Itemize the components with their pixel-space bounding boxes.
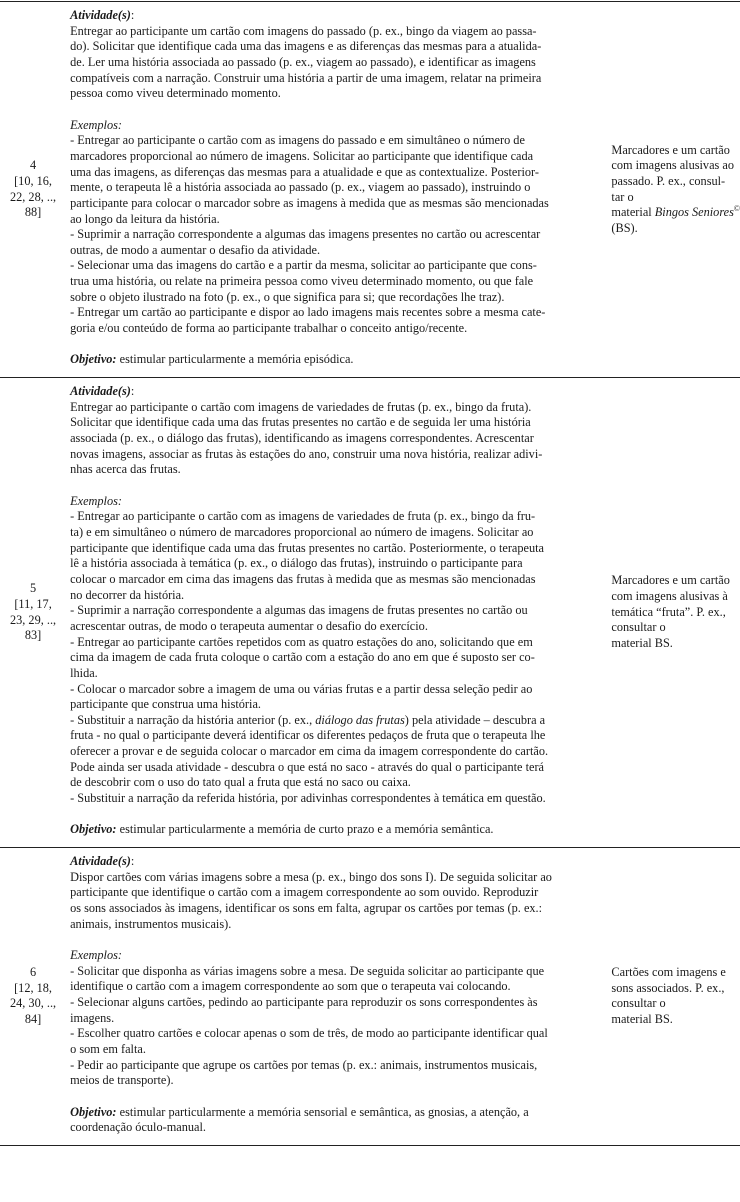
spacer — [70, 932, 601, 948]
example-text-line: no decorrer da história. — [70, 587, 185, 602]
example-text-line: - Entregar um cartão ao participante e dispor ao lado imagens mais recentes sobre a mesma cate- — [70, 305, 546, 320]
session-number: 4 — [29, 158, 37, 173]
session-refs: 22, 28, .., — [9, 189, 57, 204]
resources-line — [611, 158, 740, 174]
resources-text: consultar o — [611, 620, 666, 635]
session-number-cell — [0, 378, 66, 848]
resources-cell — [605, 2, 740, 378]
activity-content-cell — [66, 378, 605, 848]
resources-text: sons associados. P. ex., — [611, 980, 725, 995]
example-text-line: fruta - no qual o participante deverá identificar os diferentes pedaços de fruta que o terapeuta lhe — [70, 728, 546, 743]
example-text-line: lê a história associada à temática (p. ex., o diálogo das frutas), instruindo o participante para — [70, 556, 523, 571]
activities-text-line: participante que identifique o cartão com a imagem correspondente ao som ouvido. Reproduzir — [70, 885, 539, 900]
example-text-line: - Entregar ao participante o cartão com as imagens do passado e em simultâneo o número de — [70, 133, 525, 148]
examples-label: Exemplos: — [70, 117, 122, 132]
example-text-line: participante que identifique cada uma das frutas presentes no cartão. Posteriormente, o terapeuta — [70, 540, 545, 555]
example-text-line: - Suprimir a narração correspondente a algumas das imagens de frutas presentes no cartão ou — [70, 603, 528, 618]
resources-text: Marcadores e um cartão — [611, 142, 730, 157]
objective-text: coordenação óculo-manual. — [70, 1120, 206, 1135]
activities-text-line: do). Solicitar que identifique cada uma das imagens e as diferenças das mesmas para a atualida- — [70, 39, 542, 54]
objective-text: estimular particularmente a memória de curto prazo e a memória semântica. — [116, 822, 494, 837]
resources-line — [611, 589, 740, 605]
objective-line — [70, 822, 601, 838]
objective-text: estimular particularmente a memória episódica. — [116, 352, 354, 367]
example-text-line: lhida. — [70, 665, 98, 680]
activities-text-line: Entregar ao participante o cartão com imagens de variedades de frutas (p. ex., bingo da fruta). — [70, 399, 532, 414]
examples-label: Exemplos: — [70, 947, 122, 962]
resources-line — [611, 143, 740, 159]
example-text-line: trua uma história, ou relate na primeira pessoa como viveu determinado momento, ou que fale — [70, 274, 534, 289]
spacer — [70, 337, 601, 353]
resources-line — [611, 981, 740, 997]
spacer — [70, 478, 601, 494]
example-text-line: - Escolher quatro cartões e colocar apenas o som de três, de modo ao participante identificar qual — [70, 1026, 548, 1041]
spacer — [70, 1089, 601, 1105]
objective-label: Objetivo: — [70, 822, 117, 837]
session-number: 5 — [29, 581, 37, 596]
resources-text: temática “fruta”. P. ex., — [611, 604, 726, 619]
example-text-line: cima da imagem de cada fruta coloque o cartão com a estação do ano em que é suposto ser co- — [70, 650, 535, 665]
spacer — [70, 807, 601, 823]
activities-table — [0, 1, 740, 1146]
example-text-line: acrescentar outras, de modo o terapeuta aumentar o desafio do exercício. — [70, 618, 428, 633]
resources-line — [611, 221, 740, 237]
objective-text: estimular particularmente a memória sensorial e semântica, as gnosias, a atenção, a — [116, 1104, 529, 1119]
spacer — [70, 102, 601, 118]
resources-cell — [605, 378, 740, 848]
activities-label: Atividade(s) — [70, 8, 131, 22]
activity-content-cell — [66, 848, 605, 1146]
activities-text-line: animais, instrumentos musicais). — [70, 916, 232, 931]
table-row — [0, 848, 740, 1146]
resources-text: tar o — [611, 189, 634, 204]
activities-text-line: nhas acerca das frutas. — [70, 462, 181, 477]
resources-line — [611, 174, 740, 190]
resources-text: passado. P. ex., consul- — [611, 173, 726, 188]
objective-line — [70, 1105, 601, 1121]
objective-label: Objetivo: — [70, 1104, 117, 1119]
activities-label: Atividade(s) — [70, 854, 131, 869]
resources-text: material BS. — [611, 636, 673, 651]
activities-text-line: os sons associados às imagens, identificar os sons em falta, agrupar os cartões por temas (p. ex.: — [70, 901, 543, 916]
session-refs: 23, 29, .., — [9, 612, 57, 627]
resources-line — [611, 620, 740, 636]
activities-colon: : — [130, 8, 135, 22]
example-text-line: mente, o terapeuta lê a história associada ao passado (p. ex., viagem ao passado), instruindo o — [70, 180, 531, 195]
resources-text: Bingos Seniores — [654, 205, 734, 220]
session-refs: 83] — [24, 628, 42, 643]
activities-text-line: compatíveis com a narração. Construir uma história a partir de uma imagem, relatar na primeira — [70, 70, 542, 85]
example-text-line: o som em falta. — [70, 1041, 146, 1056]
resources-text: com imagens alusivas ao — [611, 158, 735, 173]
activities-heading — [70, 854, 601, 870]
example-text-line: ta) e em simultâneo o número de marcadores proporcional ao número de imagens. Solicitar ao — [70, 524, 534, 539]
example-text-line: - Substituir a narração da história anterior (p. ex., diálogo das frutas) pela atividade – descubra a — [70, 712, 546, 727]
activities-text-line: Solicitar que identifique cada uma das frutas presentes no cartão e de seguida ler uma história — [70, 415, 531, 430]
example-text-line: - Substituir a narração da referida história, por adivinhas correspondentes à temática em questão. — [70, 791, 546, 806]
activity-content-cell — [66, 2, 605, 378]
resources-line — [611, 636, 740, 652]
objective-line — [70, 352, 601, 368]
example-text-line: uma das imagens, as diferenças das mesmas para a atualidade e que as contextualize. Posterior- — [70, 164, 539, 179]
resources-line — [611, 605, 740, 621]
resources-line — [611, 573, 740, 589]
activities-text-line: Dispor cartões com várias imagens sobre a mesa (p. ex., bingo dos sons I). De seguida solicitar ao — [70, 869, 552, 884]
example-text-line: - Colocar o marcador sobre a imagem de uma ou várias frutas e a partir dessa seleção pedir ao — [70, 681, 533, 696]
activities-colon: : — [130, 854, 135, 869]
session-number-cell — [0, 848, 66, 1146]
example-text-line: marcadores proporcional ao número de imagens. Solicitar ao participante que identifique cada — [70, 148, 534, 163]
example-text-line: Pode ainda ser usada atividade - descubra o que está no saco - através do qual o participante terá — [70, 759, 545, 774]
example-text-line: - Suprimir a narração correspondente a algumas das imagens presentes no cartão ou acrescentar — [70, 227, 541, 242]
italic-fragment: diálogo das frutas — [315, 712, 405, 727]
example-text-line: oferecer a provar e de seguida colocar o marcador em cima da imagem correspondente do cartão. — [70, 744, 549, 759]
example-text-line: - Pedir ao participante que agrupe os cartões por temas (p. ex.: animais, instrumentos musicais, — [70, 1057, 538, 1072]
example-text-line: colocar o marcador em cima das imagens das frutas à medida que as mesmas são mencionadas — [70, 571, 536, 586]
resources-text: Cartões com imagens e — [611, 965, 726, 980]
resources-line — [611, 205, 740, 221]
session-refs: 84] — [24, 1012, 42, 1027]
example-text-line: - Selecionar uma das imagens do cartão e a partir da mesma, solicitar ao participante que cons- — [70, 258, 537, 273]
resources-line — [611, 190, 740, 206]
example-text-line: participante para colocar o marcador sobre as imagens à medida que as mesmas são mencionadas — [70, 195, 549, 210]
example-text-line: ao longo da leitura da história. — [70, 211, 220, 226]
example-text-line: - Entregar ao participante o cartão com as imagens de variedades de fruta (p. ex., bingo da fru- — [70, 509, 536, 524]
example-text-line: participante que construa uma história. — [70, 697, 261, 712]
example-text-line: de descobrir com o uso do tato qual a fruta que está no saco ou caixa. — [70, 775, 411, 790]
resources-text: com imagens alusivas à — [611, 589, 728, 604]
session-refs: 24, 30, .., — [9, 996, 57, 1011]
resources-text: Marcadores e um cartão — [611, 573, 730, 588]
resources-text: (BS). — [611, 220, 638, 235]
activities-heading — [70, 384, 601, 400]
activities-text-line: pessoa como viveu determinado momento. — [70, 86, 281, 101]
example-text-line: - Selecionar alguns cartões, pedindo ao participante para reproduzir os sons correspondentes às — [70, 994, 538, 1009]
resources-text: material — [611, 205, 655, 220]
resources-line — [611, 965, 740, 981]
activities-heading — [70, 8, 601, 24]
session-number: 6 — [29, 965, 37, 980]
resources-text: consultar o — [611, 996, 666, 1011]
example-text-line: meios de transporte). — [70, 1073, 174, 1088]
activities-colon: : — [130, 384, 135, 399]
activities-text-line: novas imagens, associar as frutas às estações do ano, construir uma nova história, realizar adivi- — [70, 446, 543, 461]
example-text-line: outras, de modo a aumentar o desafio da atividade. — [70, 242, 321, 257]
table-row — [0, 378, 740, 848]
table-row — [0, 2, 740, 378]
example-text-line: - Entregar ao participante cartões repetidos com as quatro estações do ano, solicitando que em — [70, 634, 533, 649]
session-refs: 88] — [24, 205, 42, 220]
session-number-cell — [0, 2, 66, 378]
activities-label: Atividade(s) — [70, 384, 131, 399]
activities-text-line: de. Ler uma história associada ao passado (p. ex., viagem ao passado), e identificar as imagens — [70, 54, 536, 69]
session-refs: [10, 16, — [14, 173, 52, 188]
resources-line — [611, 1012, 740, 1028]
session-refs: [12, 18, — [14, 980, 52, 995]
resources-cell — [605, 848, 740, 1146]
copyright-mark: © — [733, 204, 740, 214]
examples-label: Exemplos: — [70, 493, 122, 508]
example-text-line: imagens. — [70, 1010, 115, 1025]
activities-text-line: associada (p. ex., o diálogo das frutas), identificando as imagens correspondentes. Acrescentar — [70, 431, 534, 446]
example-text-line: - Solicitar que disponha as várias imagens sobre a mesa. De seguida solicitar ao participante que — [70, 963, 545, 978]
resources-line — [611, 996, 740, 1012]
session-refs: [11, 17, — [14, 596, 52, 611]
example-text-line: sobre o objeto ilustrado na foto (p. ex., o que significa para si; que recordações lhe traz). — [70, 289, 505, 304]
objective-label: Objetivo: — [70, 352, 117, 367]
resources-text: material BS. — [611, 1012, 673, 1027]
activities-text-line: Entregar ao participante um cartão com imagens do passado (p. ex., bingo da viagem ao passa- — [70, 23, 537, 38]
example-text-line: identifique o cartão com a imagem correspondente ao som que o terapeuta vai colocando. — [70, 979, 511, 994]
example-text-line: goria e/ou conteúdo de forma ao participante trabalhar o conceito antigo/recente. — [70, 321, 468, 336]
